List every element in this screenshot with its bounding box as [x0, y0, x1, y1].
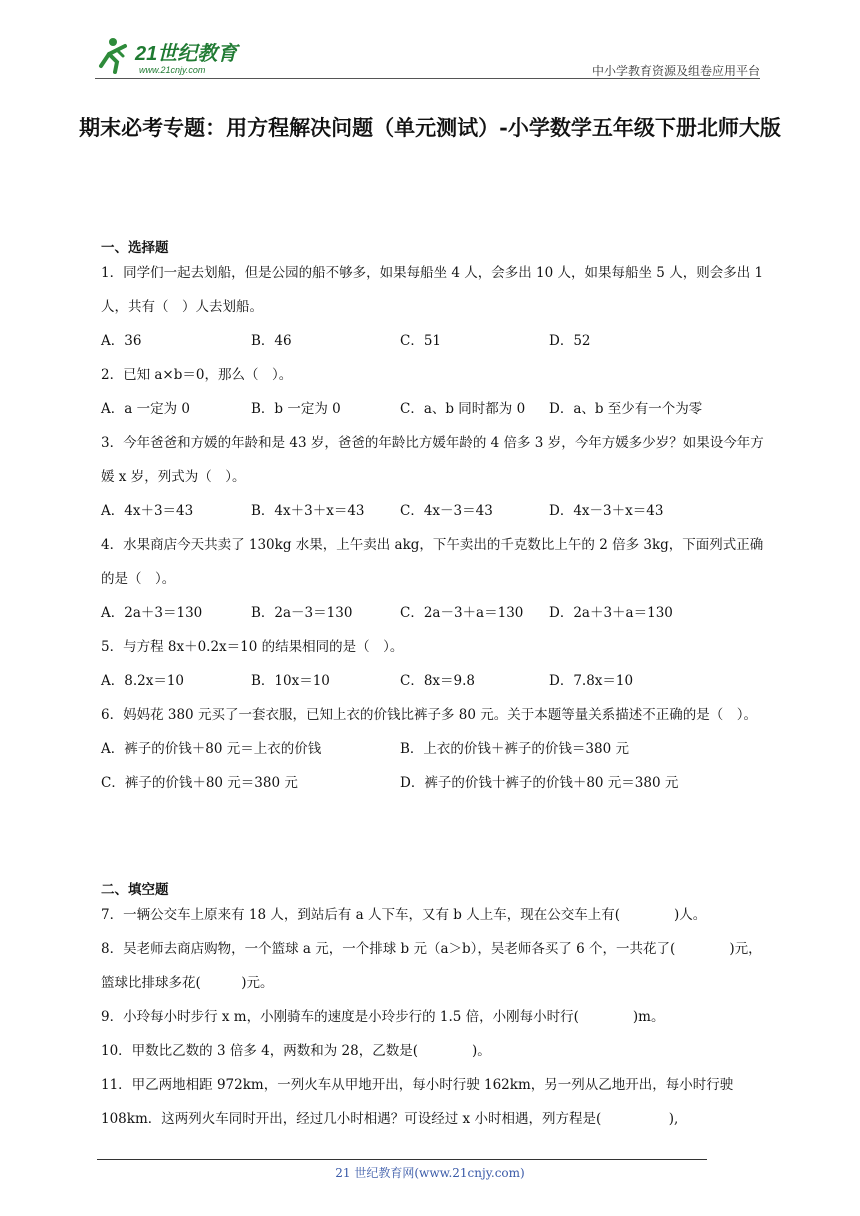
option: A．8.2x＝10 — [101, 673, 185, 689]
question-stem: 2．已知 a×b＝0，那么（ ）。 — [101, 367, 293, 383]
question-stem: 1．同学们一起去划船，但是公园的船不够多，如果每船坐 4 人，会多出 10 人，如果每船坐 5 人，则会多出 1 人，共有（ ）人去划船。 — [101, 265, 764, 315]
options-row — [101, 494, 766, 528]
options-row — [101, 766, 766, 800]
logo — [95, 36, 265, 76]
option: D．4x－3＋x＝43 — [549, 503, 664, 519]
question-stem: 6．妈妈花 380 元买了一套衣服，已知上衣的价钱比裤子多 80 元。关于本题等量关系描述不正确的是（ ）。 — [101, 707, 757, 723]
option: D．a、b 至少有一个为零 — [549, 401, 703, 417]
options-row — [101, 732, 766, 766]
svg-text:21世纪教育: 21世纪教育 — [135, 43, 238, 65]
runner-icon — [101, 38, 125, 72]
platform-name: 中小学教育资源及组卷应用平台 — [591, 64, 760, 78]
fill-questions — [101, 898, 766, 1136]
question-stem: 9．小玲每小时步行 x m，小刚骑车的速度是小玲步行的 1.5 倍，小刚每小时行( )m。 — [101, 1009, 665, 1025]
question-stem: 3．今年爸爸和方媛的年龄和是 43 岁，爸爸的年龄比方媛年龄的 4 倍多 3 岁，今年方媛多少岁？如果设今年方媛 x 岁，列式为（ ）。 — [101, 435, 764, 485]
option: D．52 — [549, 333, 591, 349]
option: B．4x＋3＋x＝43 — [251, 503, 365, 519]
choice-questions — [101, 256, 766, 800]
option: D．2a＋3＋a＝130 — [549, 605, 673, 621]
question-stem: 10．甲数比乙数的 3 倍多 4，两数和为 28，乙数是( )。 — [101, 1043, 491, 1059]
option: B．上衣的价钱＋裤子的价钱＝380 元 — [400, 741, 629, 757]
option: A．36 — [101, 333, 142, 349]
option: C．51 — [400, 333, 442, 349]
option: C．4x－3＝43 — [400, 503, 493, 519]
section-title-choice: 一、选择题 — [101, 240, 169, 256]
options-row — [101, 324, 766, 358]
footer-link[interactable]: 21 世纪教育网(www.21cnjy.com) — [335, 1166, 525, 1180]
question-stem: 8．吴老师去商店购物，一个篮球 a 元，一个排球 b 元（a＞b），吴老师各买了 6 个，一共花了( )元，篮球比排球多花( )元。 — [101, 941, 762, 991]
question-stem: 7．一辆公交车上原来有 18 人，到站后有 a 人下车，又有 b 人上车，现在公交车上有( )人。 — [101, 907, 707, 923]
section-title-fill: 二、填空题 — [101, 882, 169, 898]
option: B．2a－3＝130 — [251, 605, 353, 621]
option: C．裤子的价钱＋80 元＝380 元 — [101, 775, 298, 791]
question-stem: 11．甲乙两地相距 972km，一列火车从甲地开出，每小时行驶 162km，另一列从乙地开出，每小时行驶 108km．这两列火车同时开出，经过几小时相遇？可设经过 x 小时相遇，列方程是( ), — [101, 1077, 734, 1127]
options-row — [101, 664, 766, 698]
option: A．a 一定为 0 — [101, 401, 190, 417]
option: B．b 一定为 0 — [251, 401, 341, 417]
option: B．46 — [251, 333, 292, 349]
svg-text:www.21cnjy.com: www.21cnjy.com — [139, 65, 206, 75]
option: C．8x＝9.8 — [400, 673, 476, 689]
options-row — [101, 392, 766, 426]
option: A．裤子的价钱＋80 元＝上衣的价钱 — [101, 741, 322, 757]
option: A．2a＋3＝130 — [101, 605, 203, 621]
options-row — [101, 596, 766, 630]
question-stem: 5．与方程 8x＋0.2x＝10 的结果相同的是（ ）。 — [101, 639, 404, 655]
header-divider — [95, 78, 760, 79]
page-header — [95, 30, 760, 80]
option: D．7.8x＝10 — [549, 673, 634, 689]
option: C．2a－3＋a＝130 — [400, 605, 524, 621]
option: A．4x＋3＝43 — [101, 503, 194, 519]
page-title: 期末必考专题：用方程解决问题（单元测试）-小学数学五年级下册北师大版 — [79, 115, 781, 140]
option: C．a、b 同时都为 0 — [400, 401, 526, 417]
question-stem: 4．水果商店今天共卖了 130kg 水果，上午卖出 akg，下午卖出的千克数比上午的 2 倍多 3kg，下面列式正确的是（ ）。 — [101, 537, 764, 587]
option: D．裤子的价钱十裤子的价钱＋80 元＝380 元 — [400, 775, 679, 791]
option: B．10x＝10 — [251, 673, 330, 689]
footer-divider — [97, 1159, 707, 1160]
